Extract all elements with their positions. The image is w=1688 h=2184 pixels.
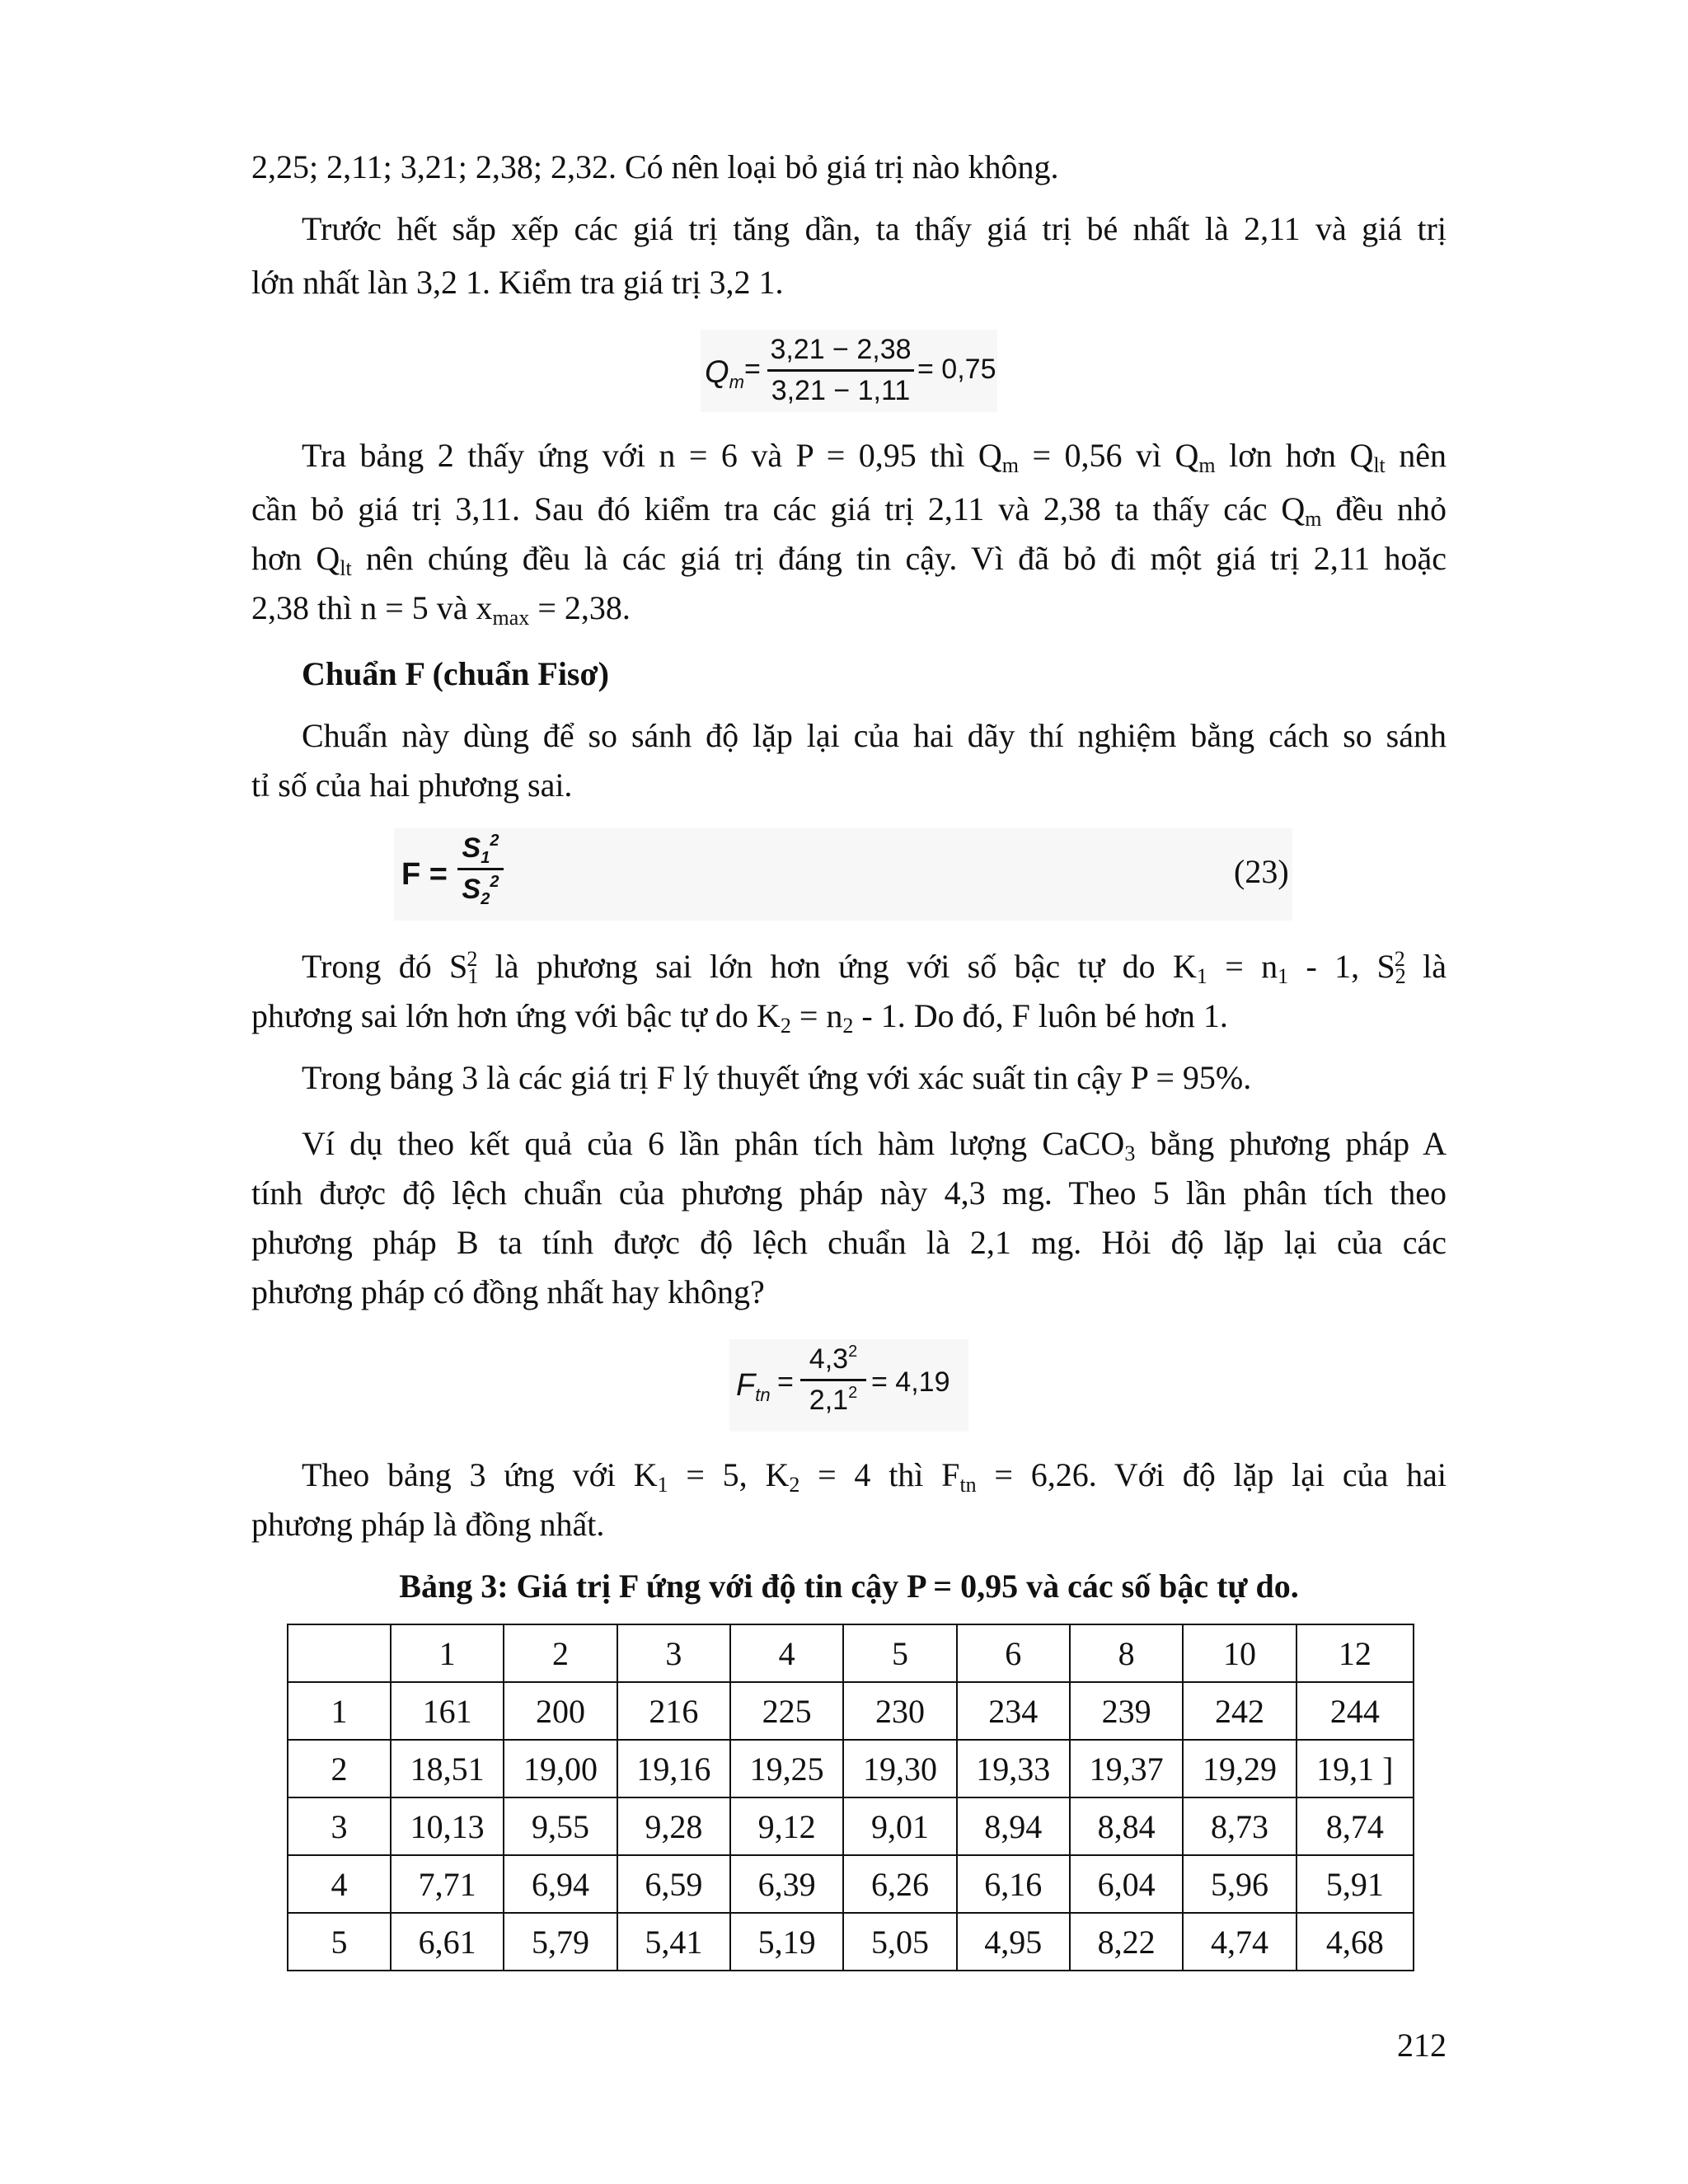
table-cell: 6,04 [1070, 1855, 1183, 1913]
table-row-label: 5 [288, 1913, 391, 1971]
paragraph-line: phương pháp có đồng nhất hay không? [251, 1273, 765, 1310]
table-cell: 239 [1070, 1682, 1183, 1740]
f-denominator: $S_2^2$ [462, 873, 499, 908]
table-cell: 19,30 [843, 1740, 956, 1797]
paragraph-line: Trong đó $S_1^2$ là phương sai lớn hơn ứng với số bậc tự do $K_1 = n_1 - 1$, $S_2^2$ là [302, 947, 1447, 988]
table-caption: Bảng 3: Giá trị F ứng với độ tin cậy P = 0,95 và các số bậc tự do. [399, 1568, 1299, 1605]
table-cell: 8,94 [957, 1797, 1070, 1855]
table-cell: 19,37 [1070, 1740, 1183, 1797]
table-header-cell: 8 [1070, 1624, 1183, 1682]
qm-formula [705, 334, 1001, 412]
table-cell: 19,29 [1183, 1740, 1296, 1797]
table-row-label: 3 [288, 1797, 391, 1855]
table-cell: 244 [1296, 1682, 1414, 1740]
paragraph-line: Tra bảng 2 thấy ứng với n = 6 và P = 0,95 thì $Q_m = 0,56$ vì $Q_m$ lơn hơn $Q_{lt}$ nên [302, 437, 1447, 477]
table-cell: 19,00 [504, 1740, 617, 1797]
table-header-cell: 3 [617, 1624, 730, 1682]
table-cell: 216 [617, 1682, 730, 1740]
paragraph-line: hơn $Q_{lt}$ nên chúng đều là các giá trị đáng tin cậy. Vì đã bỏ đi một giá trị 2,11 hoặc [251, 540, 1447, 580]
f-formula [401, 832, 1292, 919]
equation-number: (23) [1234, 853, 1289, 890]
table-cell: 234 [957, 1682, 1070, 1740]
table-cell: 6,26 [843, 1855, 956, 1913]
table-cell: 5,96 [1183, 1855, 1296, 1913]
paragraph-line: tính được độ lệch chuẩn của phương pháp này 4,3 mg. Theo 5 lần phân tích theo [251, 1174, 1447, 1212]
qm-numerator: 3,21 − 2,38 [770, 334, 912, 365]
table-header-cell: 4 [730, 1624, 843, 1682]
table-cell: 19,33 [957, 1740, 1070, 1797]
f-numerator: $S_1^2$ [462, 832, 499, 867]
table-cell: 9,01 [843, 1797, 956, 1855]
table-cell: 5,91 [1296, 1855, 1414, 1913]
table-cell: 5,19 [730, 1913, 843, 1971]
table-row-label: 2 [288, 1740, 391, 1797]
paragraph-line: Trước hết sắp xếp các giá trị tăng dần, ta thấy giá trị bé nhất là 2,11 và giá trị [302, 210, 1447, 247]
f-fraction [457, 832, 504, 906]
table-cell: 200 [504, 1682, 617, 1740]
qm-fraction [767, 334, 914, 407]
table-header-cell [288, 1624, 391, 1682]
table-cell: 8,84 [1070, 1797, 1183, 1855]
table-cell: 18,51 [391, 1740, 504, 1797]
table-cell: 5,05 [843, 1913, 956, 1971]
table-header-cell: 5 [843, 1624, 956, 1682]
table-cell: 161 [391, 1682, 504, 1740]
ftn-numerator: $4,3^2$ [809, 1343, 858, 1375]
f-value-table [287, 1624, 1414, 1971]
table-cell: 9,28 [617, 1797, 730, 1855]
table-cell: 8,73 [1183, 1797, 1296, 1855]
table-cell: 8,74 [1296, 1797, 1414, 1855]
ftn-formula [736, 1343, 971, 1430]
section-heading: Chuẩn F (chuẩn Fisơ) [302, 655, 609, 692]
table-cell: 19,25 [730, 1740, 843, 1797]
paragraph-line: lớn nhất làn 3,2 1. Kiểm tra giá trị 3,2 1. [251, 264, 784, 301]
paragraph-line: Chuẩn này dùng để so sánh độ lặp lại của hai dãy thí nghiệm bằng cách so sánh [302, 717, 1447, 754]
table-cell: 225 [730, 1682, 843, 1740]
paragraph-line: Ví dụ theo kết quả của 6 lần phân tích hàm lượng CaCO$_3$ bằng phương pháp A [302, 1125, 1447, 1165]
paragraph-line: phương pháp là đồng nhất. [251, 1506, 605, 1543]
table-cell: 10,13 [391, 1797, 504, 1855]
table-cell: 9,12 [730, 1797, 843, 1855]
paragraph-line: Trong bảng 3 là các giá trị F lý thuyết ứng với xác suất tin cậy P = 95%. [302, 1059, 1252, 1096]
table-row [288, 1797, 1414, 1855]
table-cell: 9,55 [504, 1797, 617, 1855]
paragraph-line: phương sai lớn hơn ứng với bậc tự do $K_2 = n_2 - 1$. Do đó, F luôn bé hơn 1. [251, 997, 1228, 1038]
table-cell: 242 [1183, 1682, 1296, 1740]
table-row [288, 1913, 1414, 1971]
table-cell: 19,1 ] [1296, 1740, 1414, 1797]
paragraph-line: cần bỏ giá trị 3,11. Sau đó kiểm tra các giá trị 2,11 và 2,38 ta thấy các $Q_m$ đều nhỏ [251, 490, 1447, 531]
table-header-cell: 10 [1183, 1624, 1296, 1682]
table-header-cell: 2 [504, 1624, 617, 1682]
ftn-lhs: $F_{tn}$ [736, 1368, 771, 1405]
fraction-bar [767, 369, 914, 372]
table-header-row [288, 1624, 1414, 1682]
table-row [288, 1855, 1414, 1913]
table-cell: 4,68 [1296, 1913, 1414, 1971]
table-cell: 6,16 [957, 1855, 1070, 1913]
paragraph-line: tỉ số của hai phương sai. [251, 766, 573, 804]
qm-equals: = [744, 354, 761, 385]
table-cell: 7,71 [391, 1855, 504, 1913]
ftn-result: = 4,19 [871, 1366, 950, 1398]
table-cell: 4,95 [957, 1913, 1070, 1971]
paragraph-line: phương pháp B ta tính được độ lệch chuẩn là 2,1 mg. Hỏi độ lặp lại của các [251, 1224, 1447, 1261]
table-row-label: 4 [288, 1855, 391, 1913]
table-cell: 4,74 [1183, 1913, 1296, 1971]
qm-result: = 0,75 [917, 354, 996, 385]
page-number: 212 [1397, 2027, 1447, 2064]
table-header-cell: 12 [1296, 1624, 1414, 1682]
table-cell: 19,16 [617, 1740, 730, 1797]
table-cell: 6,94 [504, 1855, 617, 1913]
table-cell: 8,22 [1070, 1913, 1183, 1971]
table-row [288, 1682, 1414, 1740]
table-header-cell: 1 [391, 1624, 504, 1682]
fraction-bar [800, 1379, 866, 1381]
qm-denominator: 3,21 − 1,11 [771, 375, 911, 406]
qm-lhs: $Q_m$ [705, 355, 744, 392]
ftn-fraction [800, 1343, 866, 1417]
ftn-denominator: $2,1^2$ [809, 1384, 858, 1416]
paragraph-line: 2,38 thì n = 5 và $x_{max} = 2,38$. [251, 589, 631, 630]
table-cell: 230 [843, 1682, 956, 1740]
table-cell: 5,41 [617, 1913, 730, 1971]
table-row-label: 1 [288, 1682, 391, 1740]
table-row [288, 1740, 1414, 1797]
paragraph-line: 2,25; 2,11; 3,21; 2,38; 2,32. Có nên loại bỏ giá trị nào không. [251, 148, 1059, 185]
fraction-bar [457, 868, 504, 870]
table-cell: 6,61 [391, 1913, 504, 1971]
f-lhs: F = [401, 857, 448, 892]
table-header-cell: 6 [957, 1624, 1070, 1682]
table-cell: 6,59 [617, 1855, 730, 1913]
table-cell: 5,79 [504, 1913, 617, 1971]
paragraph-line: Theo bảng 3 ứng với $K_1 = 5$, $K_2 = 4$ thì $F_{tn} = 6,26$. Với độ lặp lại của hai [302, 1456, 1447, 1497]
table-cell: 6,39 [730, 1855, 843, 1913]
ftn-equals: = [777, 1366, 794, 1398]
